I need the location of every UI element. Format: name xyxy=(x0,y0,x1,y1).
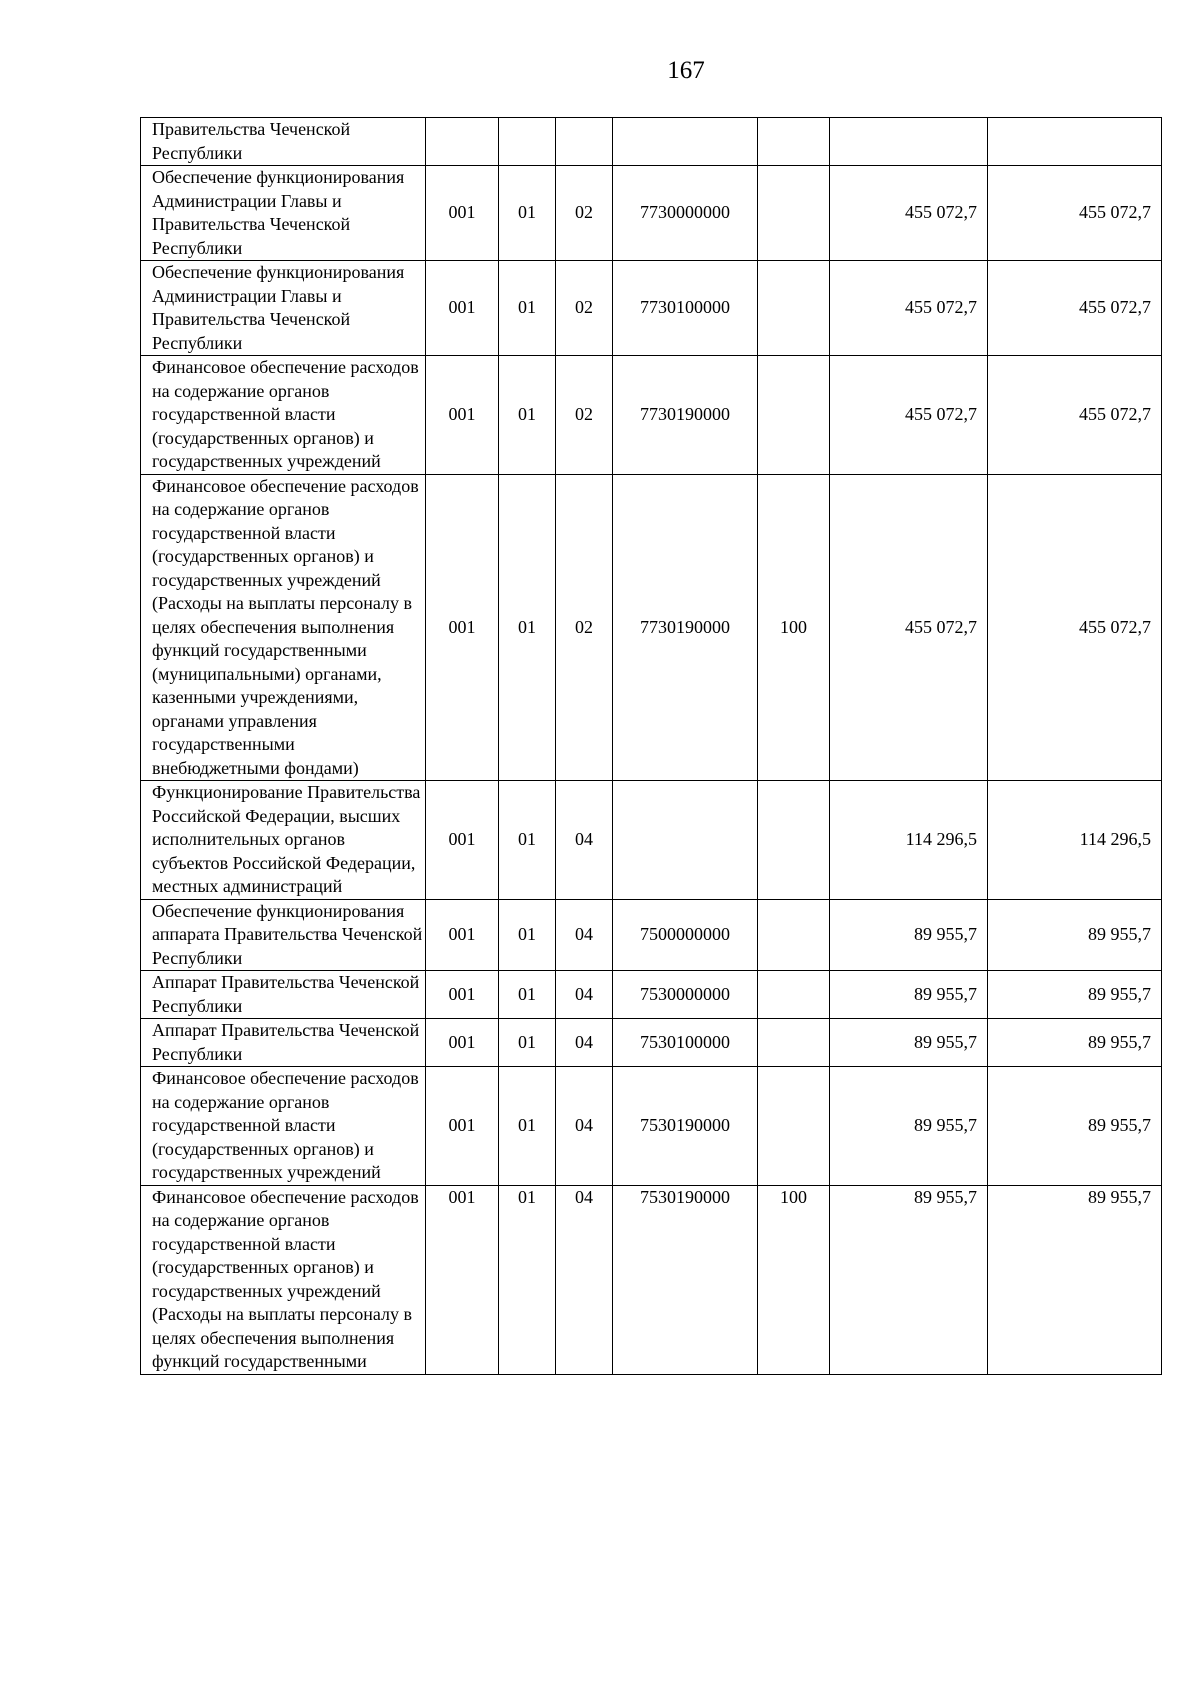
target-article-cell: 7530100000 xyxy=(613,1019,758,1067)
subsection-code-cell: 04 xyxy=(556,1019,613,1067)
target-article-cell xyxy=(613,118,758,166)
subsection-code-cell: 04 xyxy=(556,971,613,1019)
department-code-cell: 001 xyxy=(426,356,499,475)
expense-name-cell: Финансовое обеспечение расходов на содержание органов государственной власти (государственных органов) и государственных учреждений (Расходы на выплаты персоналу в целях обеспечения выполнения функций государственными xyxy=(141,1185,426,1374)
amount-year2-cell: 455 072,7 xyxy=(988,356,1162,475)
amount-year2-cell xyxy=(988,118,1162,166)
amount-year1-cell: 89 955,7 xyxy=(830,1185,988,1374)
expense-type-cell xyxy=(758,261,830,356)
expense-type-cell xyxy=(758,899,830,971)
amount-year2-cell: 89 955,7 xyxy=(988,1185,1162,1374)
subsection-code-cell xyxy=(556,118,613,166)
department-code-cell: 001 xyxy=(426,971,499,1019)
expense-type-cell xyxy=(758,781,830,900)
amount-year2-cell: 89 955,7 xyxy=(988,1019,1162,1067)
target-article-cell: 7730190000 xyxy=(613,356,758,475)
section-code-cell: 01 xyxy=(499,166,556,261)
subsection-code-cell: 04 xyxy=(556,1185,613,1374)
amount-year1-cell xyxy=(830,118,988,166)
amount-year2-cell: 89 955,7 xyxy=(988,971,1162,1019)
amount-year2-cell: 89 955,7 xyxy=(988,1067,1162,1186)
expense-type-cell xyxy=(758,1019,830,1067)
expense-name-cell: Аппарат Правительства Чеченской Республики xyxy=(141,971,426,1019)
section-code-cell: 01 xyxy=(499,899,556,971)
department-code-cell: 001 xyxy=(426,261,499,356)
expense-name-cell: Обеспечение функционирования Администрации Главы и Правительства Чеченской Республики xyxy=(141,261,426,356)
table-row xyxy=(141,1019,1162,1067)
amount-year1-cell: 114 296,5 xyxy=(830,781,988,900)
amount-year2-cell: 114 296,5 xyxy=(988,781,1162,900)
section-code-cell: 01 xyxy=(499,781,556,900)
table-row xyxy=(141,781,1162,900)
section-code-cell: 01 xyxy=(499,1185,556,1374)
table-body xyxy=(141,118,1162,1375)
amount-year1-cell: 455 072,7 xyxy=(830,356,988,475)
department-code-cell: 001 xyxy=(426,474,499,781)
subsection-code-cell: 02 xyxy=(556,474,613,781)
department-code-cell: 001 xyxy=(426,166,499,261)
expense-type-cell xyxy=(758,356,830,475)
table-row xyxy=(141,1067,1162,1186)
amount-year2-cell: 455 072,7 xyxy=(988,474,1162,781)
amount-year2-cell: 455 072,7 xyxy=(988,166,1162,261)
expense-type-cell xyxy=(758,118,830,166)
section-code-cell: 01 xyxy=(499,474,556,781)
expense-name-cell: Правительства Чеченской Республики xyxy=(141,118,426,166)
amount-year1-cell: 455 072,7 xyxy=(830,166,988,261)
department-code-cell: 001 xyxy=(426,1185,499,1374)
amount-year1-cell: 455 072,7 xyxy=(830,261,988,356)
expense-name-cell: Финансовое обеспечение расходов на содержание органов государственной власти (государственных органов) и государственных учреждений xyxy=(141,356,426,475)
subsection-code-cell: 02 xyxy=(556,261,613,356)
table-row xyxy=(141,474,1162,781)
target-article-cell: 7530190000 xyxy=(613,1067,758,1186)
table-row xyxy=(141,261,1162,356)
target-article-cell: 7530000000 xyxy=(613,971,758,1019)
department-code-cell: 001 xyxy=(426,899,499,971)
section-code-cell: 01 xyxy=(499,1067,556,1186)
target-article-cell: 7730100000 xyxy=(613,261,758,356)
amount-year1-cell: 89 955,7 xyxy=(830,899,988,971)
department-code-cell: 001 xyxy=(426,1019,499,1067)
subsection-code-cell: 02 xyxy=(556,166,613,261)
amount-year1-cell: 455 072,7 xyxy=(830,474,988,781)
amount-year1-cell: 89 955,7 xyxy=(830,1067,988,1186)
target-article-cell: 7500000000 xyxy=(613,899,758,971)
expense-type-cell xyxy=(758,166,830,261)
expense-name-cell: Финансовое обеспечение расходов на содержание органов государственной власти (государственных органов) и государственных учреждений xyxy=(141,1067,426,1186)
section-code-cell: 01 xyxy=(499,261,556,356)
expense-name-cell: Аппарат Правительства Чеченской Республики xyxy=(141,1019,426,1067)
department-code-cell xyxy=(426,118,499,166)
table-row xyxy=(141,1185,1162,1374)
section-code-cell xyxy=(499,118,556,166)
page-number: 167 xyxy=(667,57,705,84)
table-row xyxy=(141,971,1162,1019)
table-row xyxy=(141,899,1162,971)
section-code-cell: 01 xyxy=(499,1019,556,1067)
budget-table xyxy=(140,117,1162,1375)
expense-name-cell: Финансовое обеспечение расходов на содержание органов государственной власти (государственных органов) и государственных учреждений (Расходы на выплаты персоналу в целях обеспечения выполнения функций государственными (муниципальными) органами, казенными учреждениями, органами управления государственными внебюджетными фондами) xyxy=(141,474,426,781)
target-article-cell xyxy=(613,781,758,900)
target-article-cell: 7530190000 xyxy=(613,1185,758,1374)
expense-type-cell xyxy=(758,971,830,1019)
target-article-cell: 7730190000 xyxy=(613,474,758,781)
table-row xyxy=(141,118,1162,166)
subsection-code-cell: 04 xyxy=(556,1067,613,1186)
subsection-code-cell: 04 xyxy=(556,899,613,971)
expense-type-cell: 100 xyxy=(758,1185,830,1374)
table-row xyxy=(141,356,1162,475)
target-article-cell: 7730000000 xyxy=(613,166,758,261)
department-code-cell: 001 xyxy=(426,1067,499,1186)
section-code-cell: 01 xyxy=(499,356,556,475)
amount-year1-cell: 89 955,7 xyxy=(830,971,988,1019)
amount-year1-cell: 89 955,7 xyxy=(830,1019,988,1067)
subsection-code-cell: 04 xyxy=(556,781,613,900)
amount-year2-cell: 455 072,7 xyxy=(988,261,1162,356)
table-row xyxy=(141,166,1162,261)
expense-type-cell xyxy=(758,1067,830,1186)
expense-name-cell: Обеспечение функционирования аппарата Правительства Чеченской Республики xyxy=(141,899,426,971)
expense-name-cell: Функционирование Правительства Российской Федерации, высших исполнительных органов субъектов Российской Федерации, местных администраций xyxy=(141,781,426,900)
expense-name-cell: Обеспечение функционирования Администрации Главы и Правительства Чеченской Республики xyxy=(141,166,426,261)
department-code-cell: 001 xyxy=(426,781,499,900)
subsection-code-cell: 02 xyxy=(556,356,613,475)
expense-type-cell: 100 xyxy=(758,474,830,781)
section-code-cell: 01 xyxy=(499,971,556,1019)
amount-year2-cell: 89 955,7 xyxy=(988,899,1162,971)
